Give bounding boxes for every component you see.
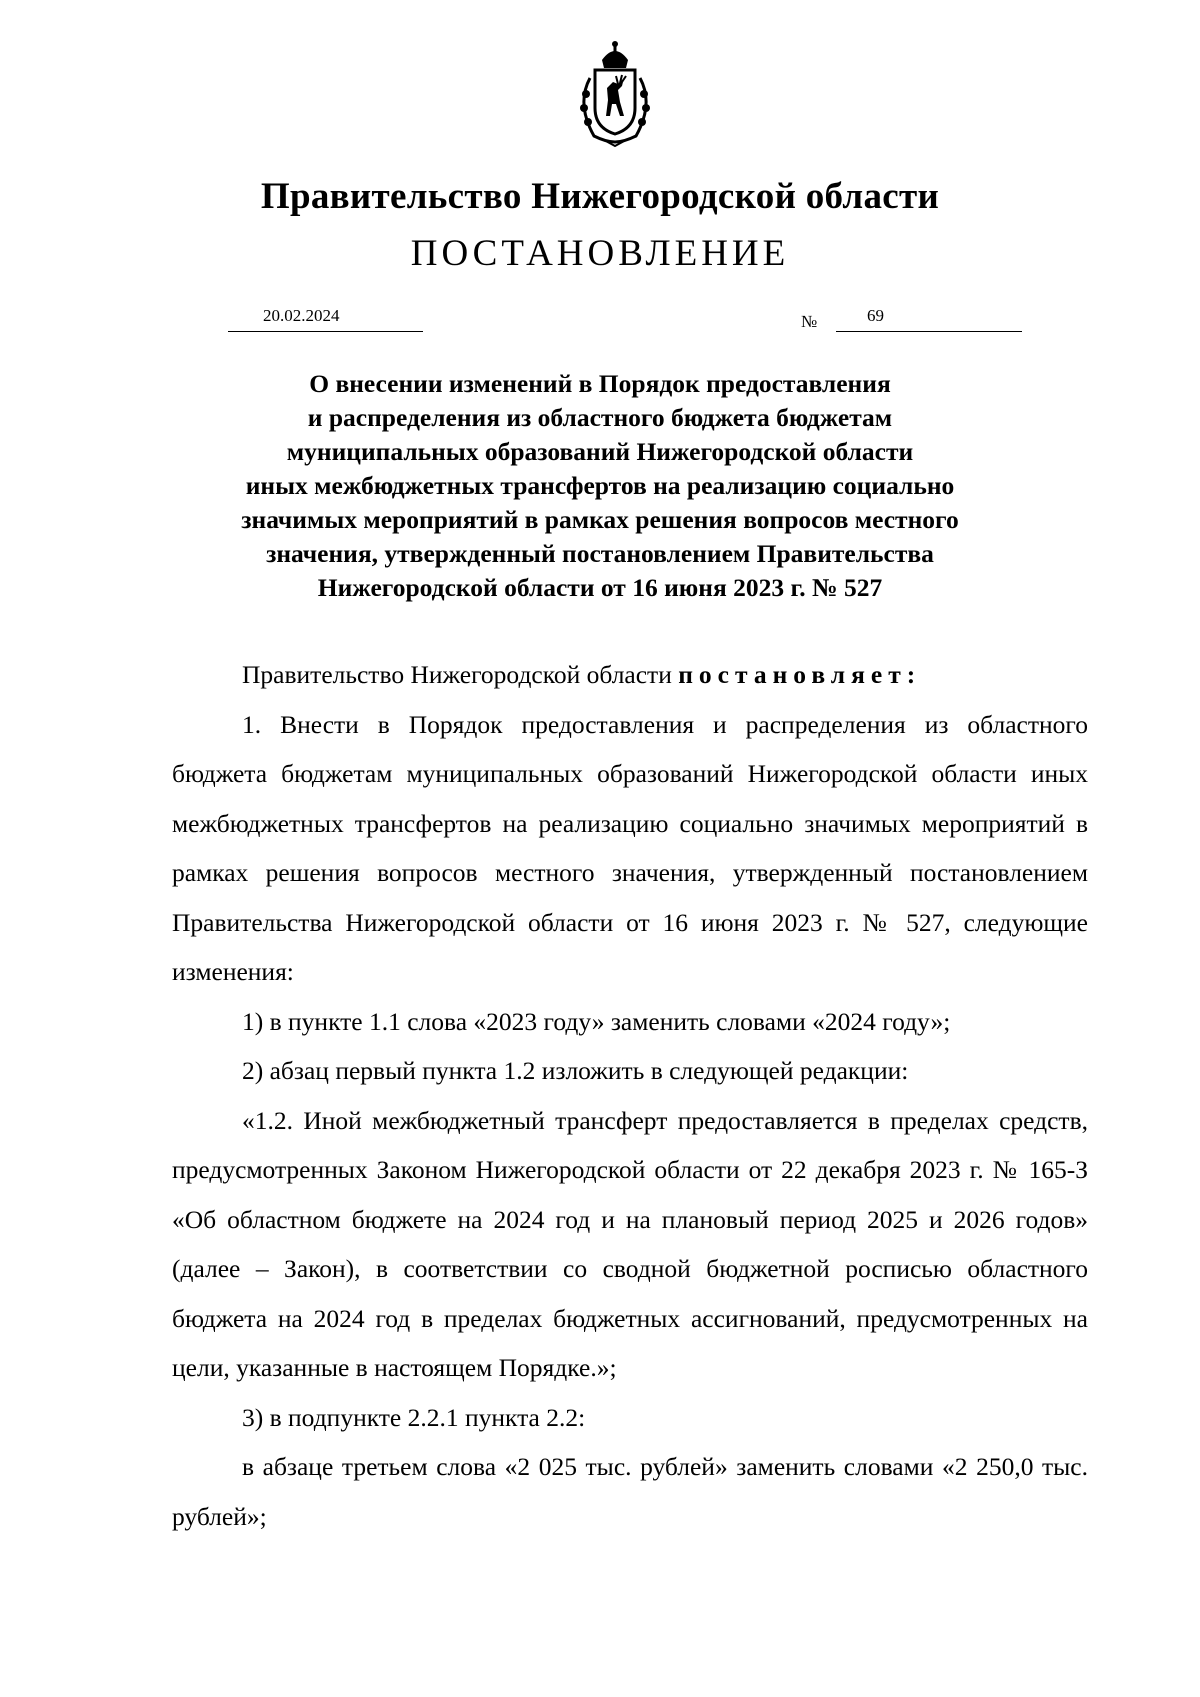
coat-of-arms-icon	[560, 38, 670, 148]
organization-title: Правительство Нижегородской области	[260, 176, 940, 217]
preamble-lead: Правительство Нижегородской области	[242, 660, 679, 689]
document-subject	[200, 367, 1000, 605]
body-paragraph: 1. Внести в Порядок предоставления и распределения из областного бюджета бюджетам муниципальных образований Нижегородской области иных межбюджетных трансфертов на реализацию социально значимых мероприятий в рамках решения вопросов местного значения, утвержденный постановлением Правительства Нижегородской области от 16 июня 2023 г. № 527, следующие изменения:	[172, 709, 1088, 986]
body-paragraph: в абзаце третьем слова «2 025 тыс. рублей» заменить словами «2 250,0 тыс. рублей»;	[172, 1452, 1088, 1531]
subject-line: значения, утвержденный постановлением Правительства	[266, 539, 934, 568]
body-paragraph: 3) в подпункте 2.2.1 пункта 2.2:	[242, 1402, 586, 1432]
number-label: №	[801, 312, 818, 331]
document-type: ПОСТАНОВЛЕНИЕ	[410, 233, 790, 274]
document-date: 20.02.2024	[228, 306, 423, 332]
subject-line: иных межбюджетных трансфертов на реализацию социально	[245, 471, 955, 500]
subject-line: и распределения из областного бюджета бюджетам	[307, 403, 893, 432]
body-paragraph: 1) в пункте 1.1 слова «2023 году» заменить словами «2024 году»;	[242, 1006, 951, 1036]
body-paragraph: «1.2. Иной межбюджетный трансферт предоставляется в пределах средств, предусмотренных Законом Нижегородской области от 22 декабря 2023 г. № 165-З «Об областном бюджете на 2024 год и на плановый период 2025 и 2026 годов» (далее – Закон), в соответствии со сводной бюджетной росписью областного бюджета на 2024 год в пределах бюджетных ассигнований, предусмотренных на цели, указанные в настоящем Порядке.»;	[172, 1105, 1088, 1382]
preamble	[172, 650, 1088, 700]
document-body	[172, 650, 1088, 1541]
preamble-verb: постановляет:	[678, 660, 922, 689]
subject-line: О внесении изменений в Порядок предоставления	[309, 369, 891, 398]
subject-line: значимых мероприятий в рамках решения вопросов местного	[241, 505, 959, 534]
subject-line: муниципальных образований Нижегородской области	[286, 437, 914, 466]
document-number: 69	[836, 306, 1022, 332]
subject-line: Нижегородской области от 16 июня 2023 г. № 527	[317, 573, 883, 602]
body-paragraph: 2) абзац первый пункта 1.2 изложить в следующей редакции:	[242, 1056, 909, 1085]
